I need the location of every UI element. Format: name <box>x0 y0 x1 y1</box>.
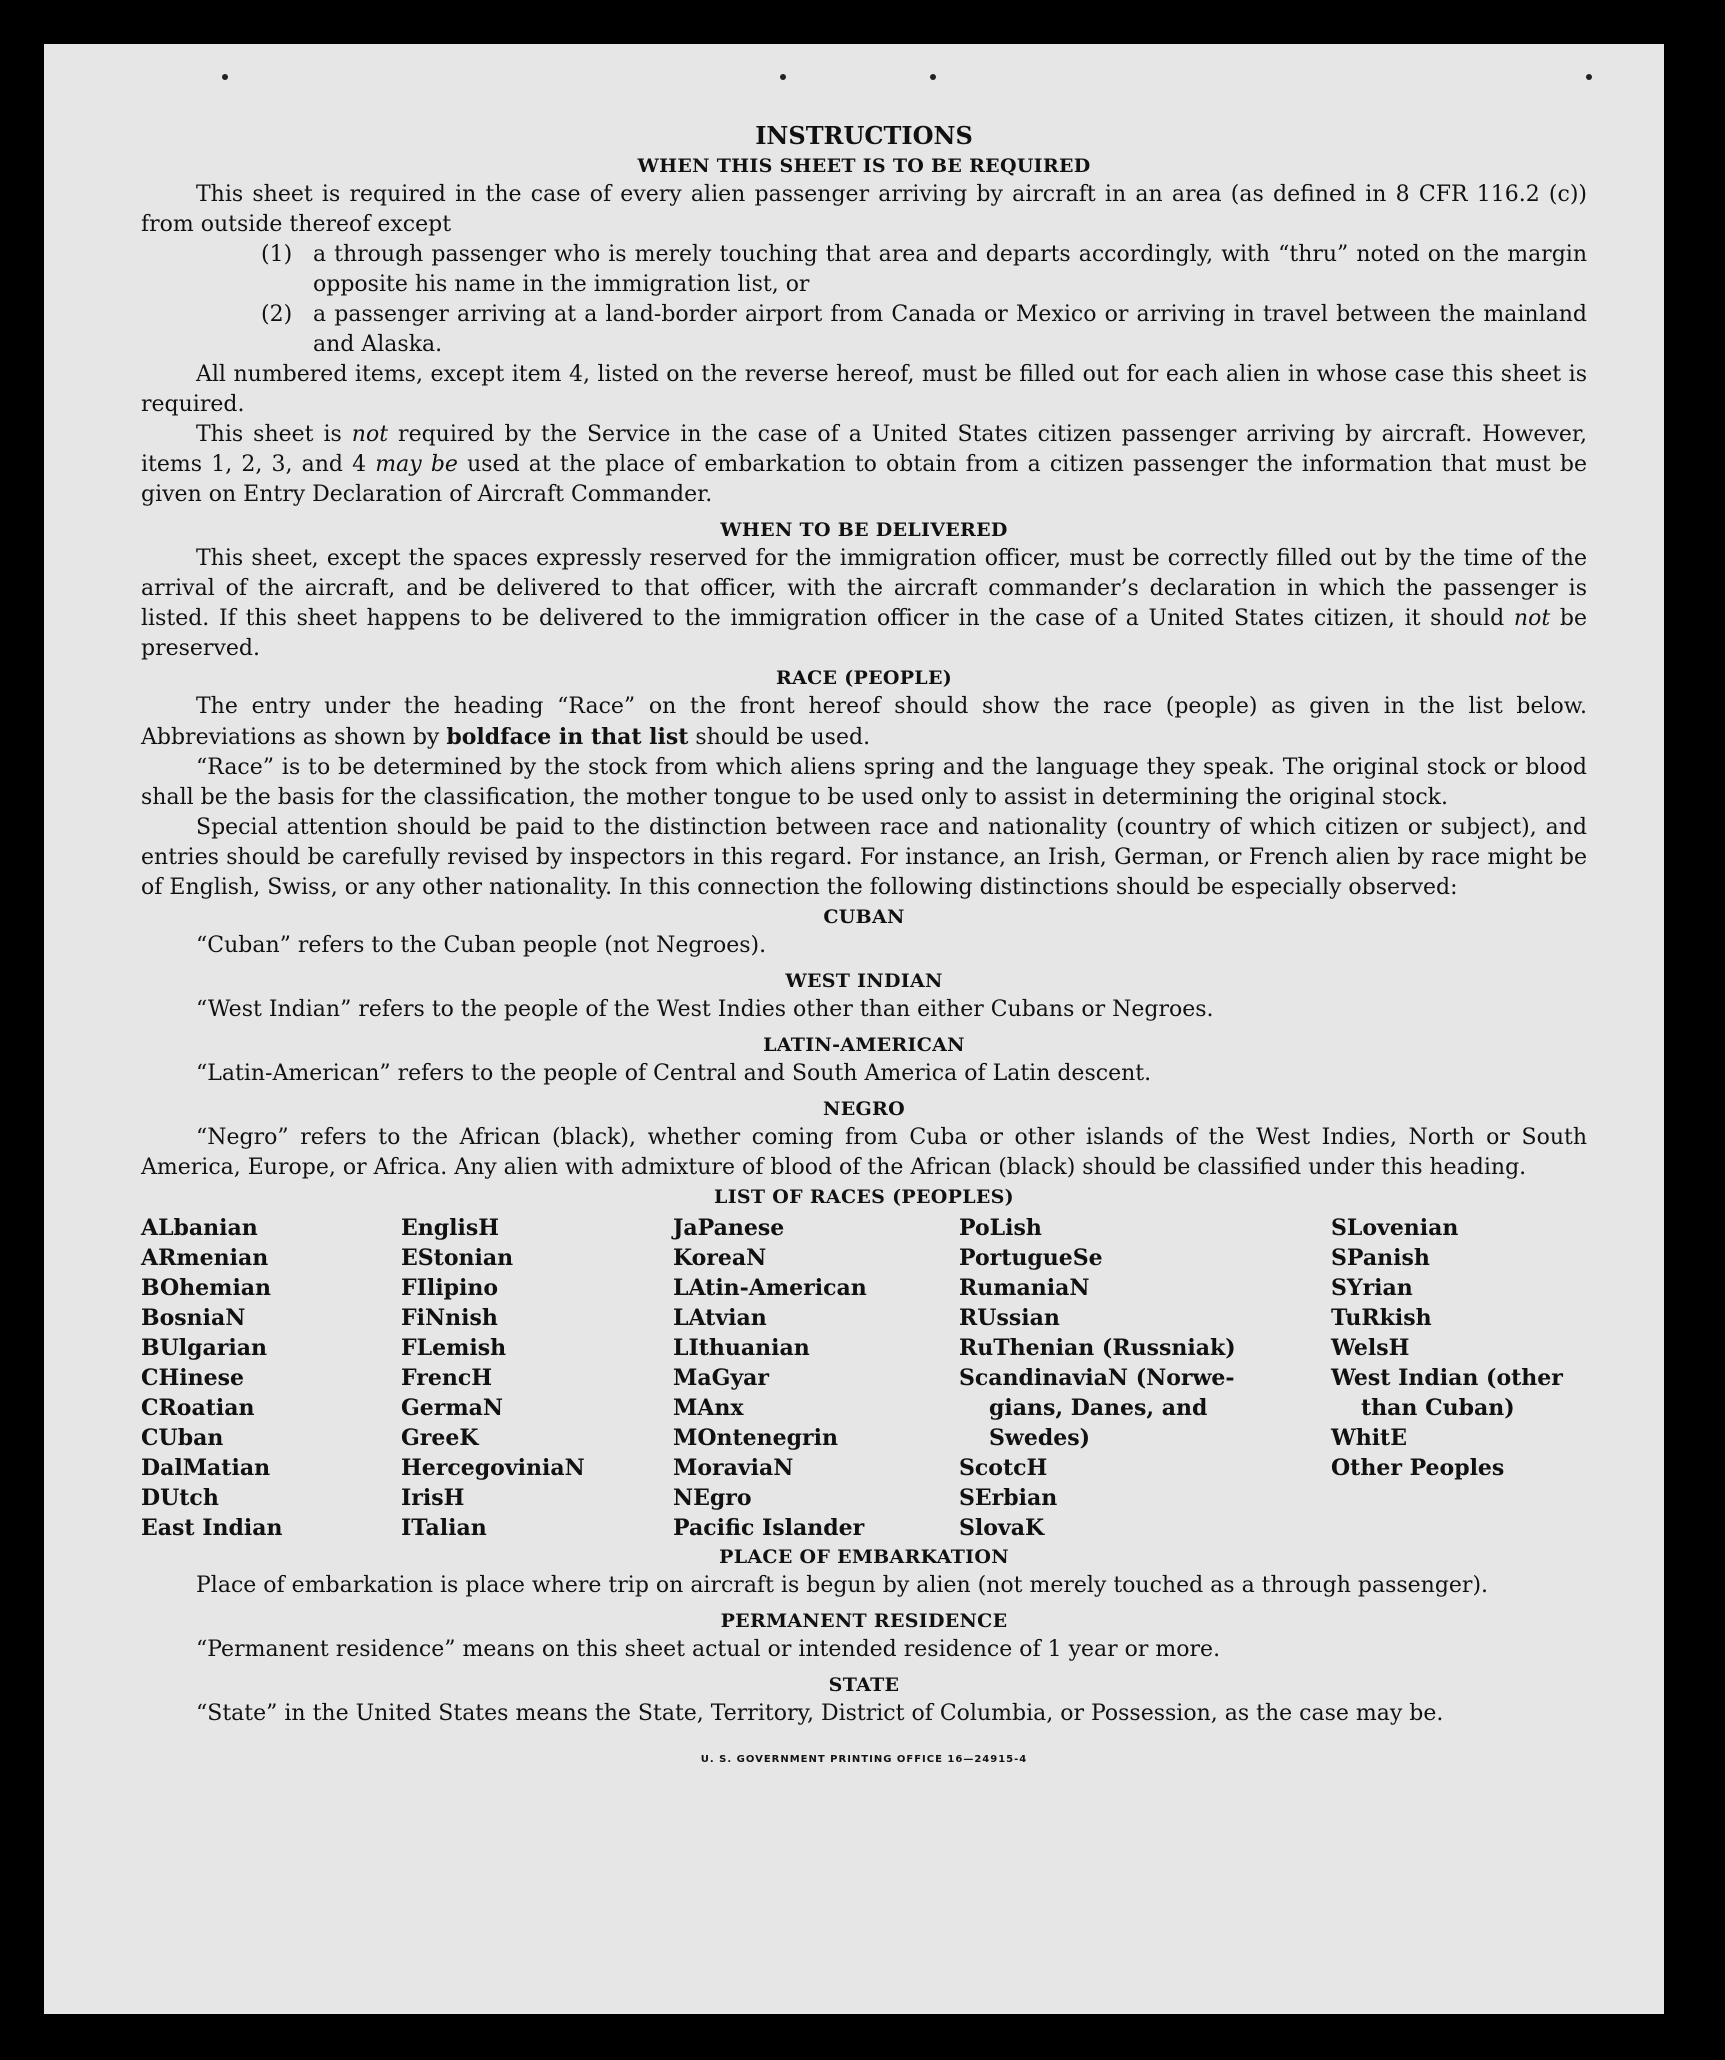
italic-text: may be <box>375 452 458 477</box>
paragraph: “Negro” refers to the African (black), whether coming from Cuba or other islands of the West Indies, North or South America, Europe, or Africa. Any alien with admixture of blood of the African (black) should be classified under this heading. <box>141 1125 1587 1180</box>
race-entry-continued: Swedes) <box>989 1425 1090 1451</box>
section-heading-state: STATE <box>828 1674 900 1696</box>
race-entry: BUlgarian <box>141 1335 267 1361</box>
race-entry: MoraviaN <box>673 1455 794 1481</box>
section-heading-race: RACE (PEOPLE) <box>775 667 953 689</box>
punch-mark <box>780 74 786 80</box>
paragraph: “West Indian” refers to the people of the West Indies other than either Cubans or Negroes. <box>196 997 1214 1022</box>
race-entry: FiNnish <box>401 1305 498 1331</box>
race-entry: ITalian <box>401 1515 487 1541</box>
race-entry: FIlipino <box>401 1275 499 1301</box>
race-entry-continued: gians, Danes, and <box>989 1395 1208 1421</box>
race-entry: DUtch <box>141 1485 219 1511</box>
section-heading-residence: PERMANENT RESIDENCE <box>720 1610 1008 1632</box>
instructions-body <box>141 120 1587 1775</box>
paragraph: Place of embarkation is place where trip on aircraft is begun by alien (not merely touched as a through passenger). <box>196 1573 1489 1598</box>
races-column <box>401 1213 673 1543</box>
document-page <box>44 44 1664 2014</box>
race-entry: IrisH <box>401 1485 465 1511</box>
race-entry: EStonian <box>401 1245 514 1271</box>
section-heading-cuban: CUBAN <box>823 906 905 928</box>
races-column <box>673 1213 959 1543</box>
race-entry: RuThenian (Russniak) <box>959 1335 1236 1361</box>
paragraph: All numbered items, except item 4, listed on the reverse hereof, must be filled out for each alien in whose case this sheet is required. <box>141 362 1587 417</box>
race-entry: BosniaN <box>141 1305 246 1331</box>
race-entry: RUssian <box>959 1305 1060 1331</box>
race-entry: ALbanian <box>141 1215 258 1241</box>
section-heading-west-indian: WEST INDIAN <box>785 970 943 992</box>
text-run: used at the place of embarkation to obtain from a citizen passenger the information that must be given on Entry Declaration of Aircraft Commander. <box>141 452 1587 507</box>
races-table <box>141 1213 1587 1543</box>
race-entry: MaGyar <box>673 1365 770 1391</box>
paragraph: “Latin-American” refers to the people of Central and South America of Latin descent. <box>196 1061 1152 1086</box>
race-entry: Pacific Islander <box>673 1515 865 1541</box>
list-item-number: (2) <box>261 302 293 327</box>
section-heading-negro: NEGRO <box>823 1098 905 1120</box>
race-entry: HercegoviniaN <box>401 1455 585 1481</box>
list-item-text: a through passenger who is merely touching that area and departs accordingly, with “thru” noted on the margin opposite his name in the immigration list, or <box>313 242 1587 297</box>
text-run: This sheet, except the spaces expressly reserved for the immigration officer, must be correctly filled out by the time of the arrival of the aircraft, and be delivered to that officer, with the aircraft commander’s declaration in which the passenger is listed. If this sheet happens to be delivered to the immigration officer in the case of a United States citizen, it should <box>141 546 1587 631</box>
race-entry: Other Peoples <box>1331 1455 1505 1481</box>
text-run: required by the Service in the case of a United States citizen passenger arriving by aircraft. However, items 1, 2, 3, and 4 <box>141 422 1587 477</box>
race-entry: LAtvian <box>673 1305 767 1331</box>
race-entry: NEgro <box>673 1485 752 1511</box>
race-entry: WhitE <box>1331 1425 1407 1451</box>
paragraph: “State” in the United States means the State, Territory, District of Columbia, or Possession, as the case may be. <box>196 1701 1444 1726</box>
race-entry: CUban <box>141 1425 224 1451</box>
paragraph: “Permanent residence” means on this sheet actual or intended residence of 1 year or more. <box>196 1637 1221 1662</box>
paragraph: “Race” is to be determined by the stock from which aliens spring and the language they speak. The original stock or blood shall be the basis for the classification, the mother tongue to be used only to assist in determining the original stock. <box>141 755 1587 810</box>
race-entry: EnglisH <box>401 1215 500 1241</box>
paragraph: “Cuban” refers to the Cuban people (not Negroes). <box>196 933 767 958</box>
race-entry: GermaN <box>401 1395 504 1421</box>
race-entry: BOhemian <box>141 1275 272 1301</box>
text-run: This sheet is <box>196 422 352 447</box>
italic-text: not <box>351 422 389 447</box>
punch-mark <box>222 74 228 80</box>
race-entry-continued: than Cuban) <box>1361 1395 1515 1421</box>
race-entry: ScandinaviaN (Norwe- <box>959 1365 1235 1391</box>
race-entry: SErbian <box>959 1485 1058 1511</box>
race-entry: CHinese <box>141 1365 245 1391</box>
page-title: INSTRUCTIONS <box>755 121 973 150</box>
race-entry: RumaniaN <box>959 1275 1090 1301</box>
race-entry: FLemish <box>401 1335 507 1361</box>
race-entry: CRoatian <box>141 1395 255 1421</box>
race-entry: SlovaK <box>959 1515 1045 1541</box>
race-entry: TuRkish <box>1331 1305 1432 1331</box>
race-entry: PortugueSe <box>959 1245 1103 1271</box>
list-item-number: (1) <box>261 242 293 267</box>
race-entry: SPanish <box>1331 1245 1430 1271</box>
race-entry: MAnx <box>673 1395 744 1421</box>
race-entry: East Indian <box>141 1515 283 1541</box>
punch-mark <box>1586 74 1592 80</box>
italic-text: not <box>1513 606 1551 631</box>
race-entry: LAtin-American <box>673 1275 867 1301</box>
race-entry: SLovenian <box>1331 1215 1459 1241</box>
section-heading-delivered: WHEN TO BE DELIVERED <box>720 519 1008 541</box>
section-heading-embarkation: PLACE OF EMBARKATION <box>719 1546 1009 1568</box>
race-entry: FrencH <box>401 1365 492 1391</box>
race-entry: West Indian (other <box>1331 1365 1563 1391</box>
races-column <box>1331 1213 1587 1543</box>
race-entry: SYrian <box>1331 1275 1413 1301</box>
race-entry: ScotcH <box>959 1455 1048 1481</box>
bold-text: boldface in that list <box>446 724 689 750</box>
races-column <box>141 1213 401 1543</box>
race-entry: PoLish <box>959 1215 1042 1241</box>
races-column <box>959 1213 1331 1543</box>
punch-mark <box>930 74 936 80</box>
list-item <box>261 300 1587 360</box>
paragraph: This sheet is required in the case of every alien passenger arriving by aircraft in an area (as defined in 8 CFR 116.2 (c)) from outside thereof except <box>141 182 1587 237</box>
paragraph: Special attention should be paid to the distinction between race and nationality (country of which citizen or subject), and entries should be carefully revised by inspectors in this regard. For instance, an Irish, German, or French alien by race might be of English, Swiss, or any other nationality. In this connection the following distinctions should be especially observed: <box>141 815 1587 900</box>
list-item <box>261 240 1587 300</box>
race-entry: WelsH <box>1331 1335 1410 1361</box>
race-entry: ARmenian <box>141 1245 269 1271</box>
text-run: be preserved. <box>141 606 1587 661</box>
section-heading-latin-american: LATIN-AMERICAN <box>763 1034 965 1056</box>
printer-imprint: U. S. GOVERNMENT PRINTING OFFICE 16—24915-4 <box>700 1754 1028 1765</box>
text-run: should be used. <box>688 725 871 750</box>
section-heading-list-of-races: LIST OF RACES (PEOPLES) <box>714 1186 1014 1208</box>
text-run: The entry under the heading “Race” on the front hereof should show the race (people) as given in the list below. Abbreviations as shown by <box>141 694 1587 750</box>
race-entry: MOntenegrin <box>673 1425 838 1451</box>
race-entry: GreeK <box>401 1425 479 1451</box>
list-item-text: a passenger arriving at a land-border airport from Canada or Mexico or arriving in travel between the mainland and Alaska. <box>313 302 1587 357</box>
paragraph <box>141 692 1587 753</box>
race-entry: DalMatian <box>141 1455 271 1481</box>
race-entry: JaPanese <box>673 1215 785 1241</box>
section-heading-required: WHEN THIS SHEET IS TO BE REQUIRED <box>637 155 1091 177</box>
race-entry: KoreaN <box>673 1245 767 1271</box>
race-entry: LIthuanian <box>673 1335 810 1361</box>
paragraph <box>141 420 1587 510</box>
paragraph <box>141 544 1587 664</box>
